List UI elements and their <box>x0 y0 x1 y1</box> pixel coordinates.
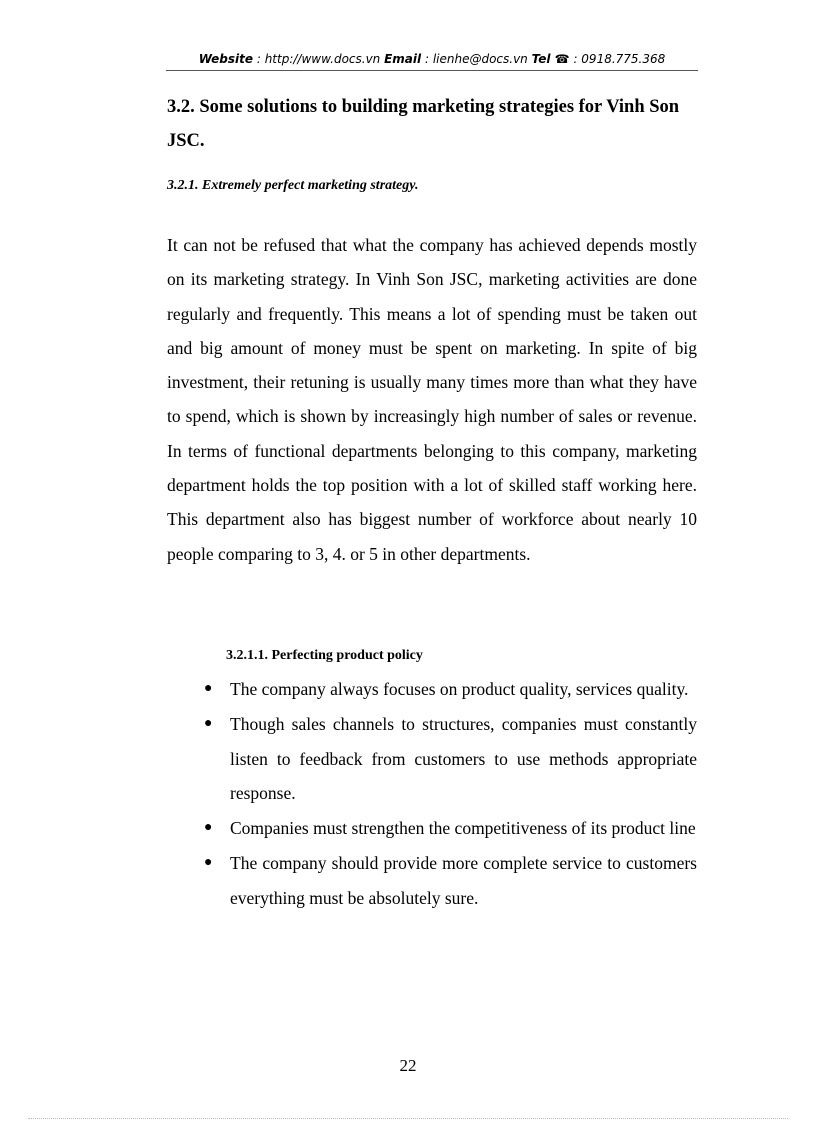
body-paragraph: It can not be refused that what the company has achieved depends mostly on its marketing strategy. In Vinh Son JSC, marketing activities are done regularly and frequently. This means a lot of spending must be taken out and big amount of money must be spent on marketing. In spite of big investment, their retuning is usually many times more than what they have to spend, which is shown by increasingly high number of sales or revenue. In terms of functional departments belonging to this company, marketing department holds the top position with a lot of skilled staff working here. This department also has biggest number of workforce about nearly 10 people comparing to 3, 4. or 5 in other departments. <box>167 235 697 564</box>
page-bottom-border <box>28 1118 788 1119</box>
bullet-list <box>200 672 697 916</box>
website-label: Website <box>198 52 254 66</box>
list-item <box>200 707 697 810</box>
tel-label: Tel ☎ <box>531 52 570 66</box>
page-header <box>166 50 698 68</box>
bullet-icon: ● <box>204 716 213 732</box>
list-item-text: Companies must strengthen the competitiveness of its product line <box>230 818 696 839</box>
email-address[interactable]: : lienhe@docs.vn <box>421 52 532 66</box>
page-number: 22 <box>399 1056 417 1075</box>
sub-subsection-heading: 3.2.1.1. Perfecting product policy <box>226 648 423 663</box>
list-item <box>200 846 697 915</box>
subsection-heading: 3.2.1. Extremely perfect marketing strategy. <box>167 178 419 193</box>
bullet-icon: ● <box>204 855 213 871</box>
website-url[interactable]: : http://www.docs.vn <box>253 52 385 66</box>
list-item-text: The company should provide more complete service to customers everything must be absolutely sure. <box>230 853 697 908</box>
list-item-text: The company always focuses on product quality, services quality. <box>230 679 689 699</box>
list-item <box>200 672 697 706</box>
tel-number: : 0918.775.368 <box>569 52 666 66</box>
list-item <box>200 811 697 845</box>
list-item-text: Though sales channels to structures, companies must constantly listen to feedback from customers to use methods appropriate response. <box>230 714 697 803</box>
section-heading: 3.2. Some solutions to building marketing strategies for Vinh Son JSC. <box>167 97 680 151</box>
bullet-icon: ● <box>204 681 213 696</box>
email-label: Email <box>384 52 422 66</box>
bullet-icon: ● <box>204 820 213 836</box>
header-divider <box>166 70 698 71</box>
